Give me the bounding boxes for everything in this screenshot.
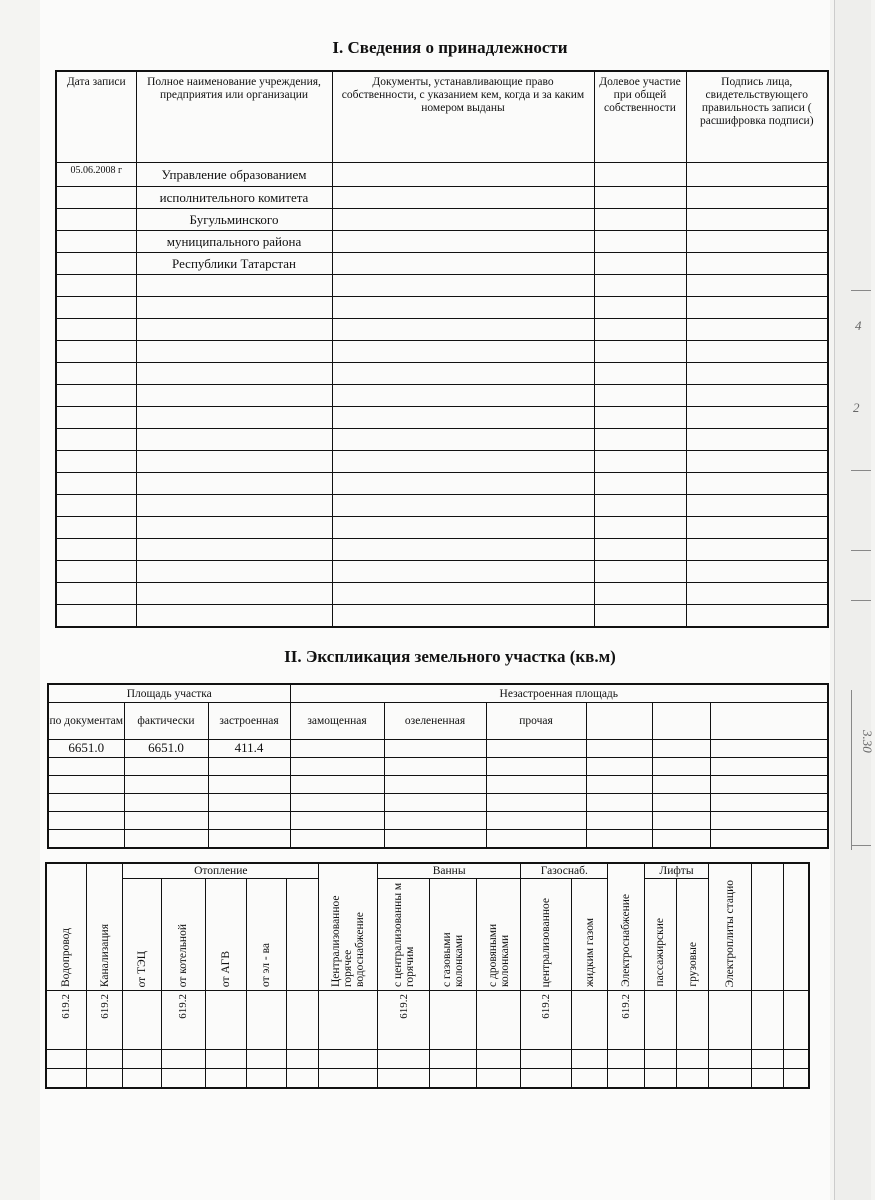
owner-line: муниципального района <box>136 231 332 253</box>
value-electric: 619.2 <box>608 991 644 1050</box>
value-boiler: 619.2 <box>161 991 205 1050</box>
table-row <box>56 451 828 473</box>
table-row <box>56 407 828 429</box>
table-row <box>46 1069 809 1089</box>
table-row <box>56 163 828 187</box>
table-row <box>56 253 828 275</box>
header-bath-gas: с газовыми колонками <box>430 879 476 991</box>
table-row <box>56 561 828 583</box>
value-bath-central: 619.2 <box>377 991 430 1050</box>
header-unbuilt-area: Незастроенная площадь <box>290 684 828 703</box>
table-row <box>56 385 828 407</box>
header-owner-name: Полное наименование учреждения, предприятия или организации <box>136 71 332 163</box>
header-gas-central: централизованное <box>521 879 572 991</box>
table-row <box>56 539 828 561</box>
section1-title: I. Сведения о принадлежности <box>332 38 568 57</box>
header-lift-cargo: грузовые <box>676 879 708 991</box>
table-row <box>56 231 828 253</box>
table-row <box>56 187 828 209</box>
land-header-row <box>48 703 828 740</box>
header-built: застроенная <box>208 703 290 740</box>
table-row <box>46 991 809 1050</box>
ownership-table <box>55 70 829 628</box>
table-row <box>56 341 828 363</box>
header-hot-water: Централизованное горячее водоснабжение <box>319 863 378 991</box>
header-sewer: Канализация <box>86 863 122 991</box>
owner-line: исполнительного комитета <box>136 187 332 209</box>
owner-line: Бугульминского <box>136 209 332 231</box>
margin-mark: 3.30 <box>860 730 875 753</box>
header-agv: от АГВ <box>206 879 246 991</box>
header-paved: замощенная <box>290 703 384 740</box>
header-water: Водопровод <box>46 863 86 991</box>
owner-line: Республики Татарстан <box>136 253 332 275</box>
margin-mark: 4 <box>855 318 862 333</box>
table-row <box>48 794 828 812</box>
header-bath-central: с централизованны м горячим <box>377 879 430 991</box>
header-date: Дата записи <box>56 71 136 163</box>
ownership-header-row <box>56 71 828 163</box>
land-explication-table <box>47 683 829 849</box>
margin-mark: 2 <box>853 400 860 415</box>
header-gas-liquid: жидким газом <box>571 879 607 991</box>
adjacent-page-edge <box>834 0 875 1200</box>
table-row <box>56 363 828 385</box>
table-row <box>56 473 828 495</box>
table-row <box>56 495 828 517</box>
table-row <box>56 275 828 297</box>
record-date: 05.06.2008 г <box>56 163 136 187</box>
header-electric: Электроснабжение <box>608 863 644 991</box>
table-row <box>56 605 828 628</box>
area-by-documents: 6651.0 <box>48 740 124 758</box>
header-land-area: Площадь участка <box>48 684 290 703</box>
header-other: прочая <box>486 703 586 740</box>
header-share: Долевое участие при общей собственности <box>594 71 686 163</box>
header-baths: Ванны <box>377 863 520 879</box>
header-bath-wood: с дровяными колонками <box>476 879 520 991</box>
section2-title: II. Экспликация земельного участка (кв.м) <box>284 647 616 666</box>
header-signature: Подпись лица, свидетельствующего правильность записи ( расшифровка подписи) <box>686 71 828 163</box>
table-row <box>56 517 828 539</box>
area-built: 411.4 <box>208 740 290 758</box>
header-documents: Документы, устанавливающие право собственности, с указанием кем, когда и за каким номером выданы <box>332 71 594 163</box>
header-boiler: от котельной <box>161 879 205 991</box>
utilities-group-row <box>46 863 809 879</box>
header-stoves: Электроплиты стацио <box>709 863 751 991</box>
header-heating: Отопление <box>123 863 319 879</box>
table-row <box>48 830 828 849</box>
value-gas-central: 619.2 <box>521 991 572 1050</box>
header-gas: Газоснаб. <box>521 863 608 879</box>
owner-line: Управление образованием <box>136 163 332 187</box>
table-row <box>56 583 828 605</box>
table-row <box>46 1050 809 1069</box>
header-by-documents: по документам <box>48 703 124 740</box>
table-row <box>48 776 828 794</box>
table-row <box>56 319 828 341</box>
table-row <box>56 297 828 319</box>
header-actual: фактически <box>124 703 208 740</box>
table-row <box>48 812 828 830</box>
header-green: озелененная <box>384 703 486 740</box>
table-row <box>56 209 828 231</box>
land-group-row <box>48 684 828 703</box>
value-sewer: 619.2 <box>86 991 122 1050</box>
area-actual: 6651.0 <box>124 740 208 758</box>
header-lift-passenger: пассажирские <box>644 879 676 991</box>
utilities-table <box>45 862 810 1089</box>
table-row <box>48 740 828 758</box>
table-row <box>56 429 828 451</box>
header-lifts: Лифты <box>644 863 709 879</box>
value-water: 619.2 <box>46 991 86 1050</box>
utilities-header-row <box>46 879 809 991</box>
header-el: от эл - ва <box>246 879 286 991</box>
header-tec: от ТЭЦ <box>123 879 161 991</box>
table-row <box>48 758 828 776</box>
